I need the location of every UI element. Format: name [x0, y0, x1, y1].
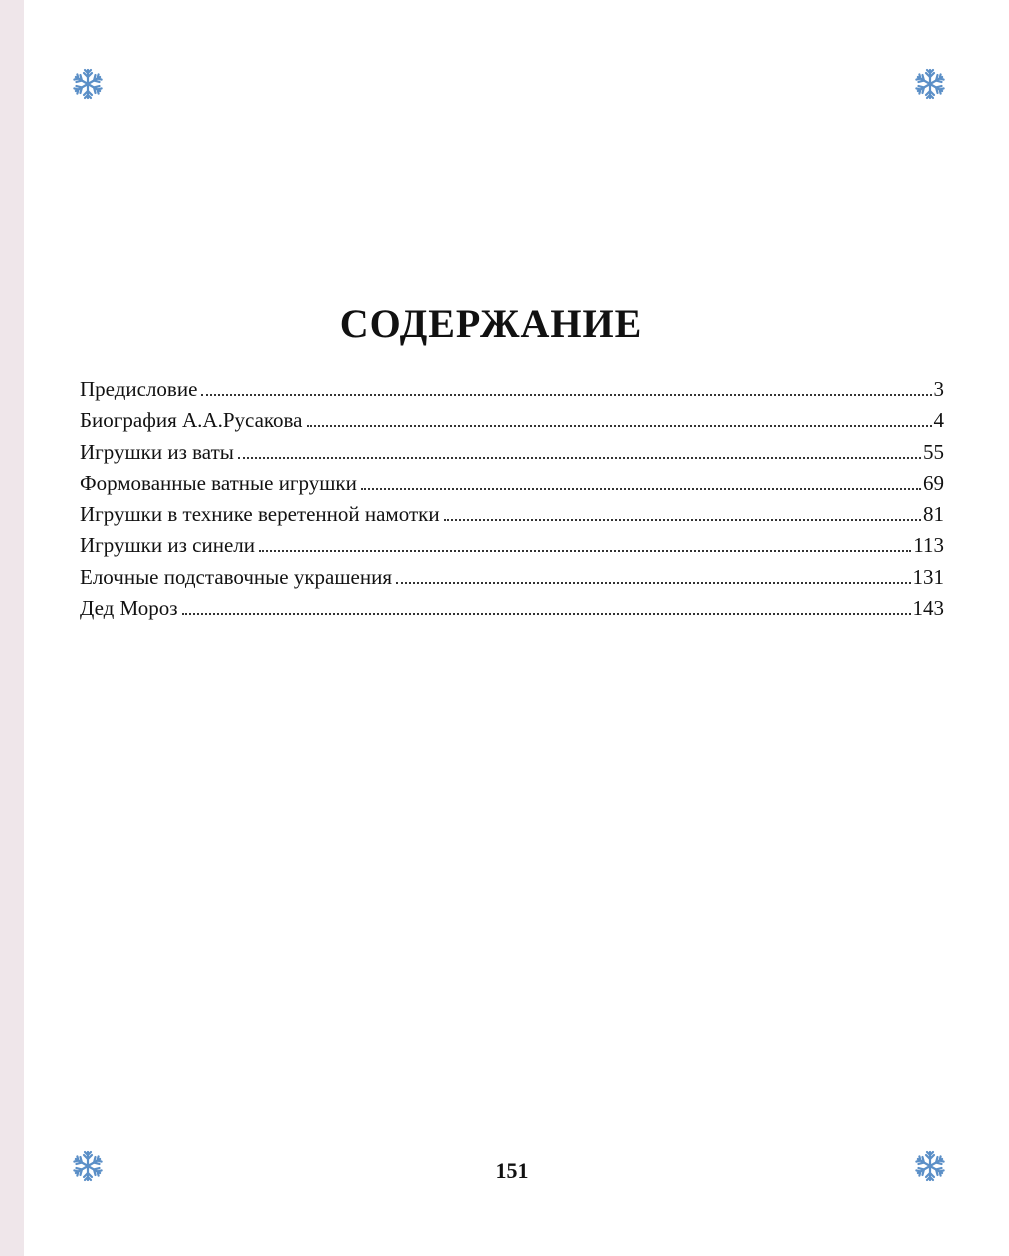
toc-entry-page: 113 [913, 533, 944, 558]
toc-dot-leader [396, 582, 911, 584]
toc-entry-page: 69 [923, 470, 944, 495]
page-title: СОДЕРЖАНИЕ [339, 301, 643, 346]
toc-entry-title: Дед Мороз [80, 596, 178, 621]
toc-entry-title: Игрушки из ваты [80, 439, 234, 464]
toc-dot-leader [182, 613, 911, 615]
toc-entry-title: Предисловие [80, 377, 198, 401]
toc-entry[interactable] [80, 593, 944, 624]
toc-dot-leader [201, 394, 931, 396]
toc-entry[interactable] [80, 405, 944, 436]
toc-entry-page: 55 [923, 439, 944, 464]
toc-entry-page: 143 [912, 596, 944, 621]
page-edge-strip [0, 0, 24, 1256]
toc-entry[interactable] [80, 437, 944, 468]
toc-entry-title: Игрушки из синели [80, 533, 255, 558]
toc-entry-page: 4 [933, 408, 944, 433]
toc-dot-leader [238, 457, 921, 459]
toc-entry[interactable] [80, 530, 944, 561]
toc-entry-title: Елочные подставочные украшения [80, 564, 392, 589]
toc-entry[interactable] [80, 562, 944, 593]
snowflake-icon [72, 68, 104, 100]
toc-entry-page: 81 [923, 502, 944, 527]
toc-entry-title: Биография А.А.Русакова [80, 408, 303, 433]
toc-dot-leader [444, 519, 921, 521]
toc-entry-page: 131 [912, 564, 944, 589]
toc-entry-title: Игрушки в технике веретенной намотки [80, 502, 440, 527]
toc-dot-leader [307, 425, 932, 427]
page-number: 151 [495, 1158, 529, 1183]
toc-dot-leader [259, 550, 911, 552]
toc-entry[interactable] [80, 374, 944, 405]
toc-entry[interactable] [80, 499, 944, 530]
snowflake-icon [914, 68, 946, 100]
toc-entry-page: 3 [933, 377, 944, 401]
toc-dot-leader [361, 488, 921, 490]
toc-entry[interactable] [80, 468, 944, 499]
toc-entry-title: Формованные ватные игрушки [80, 470, 357, 495]
table-of-contents [80, 374, 944, 624]
